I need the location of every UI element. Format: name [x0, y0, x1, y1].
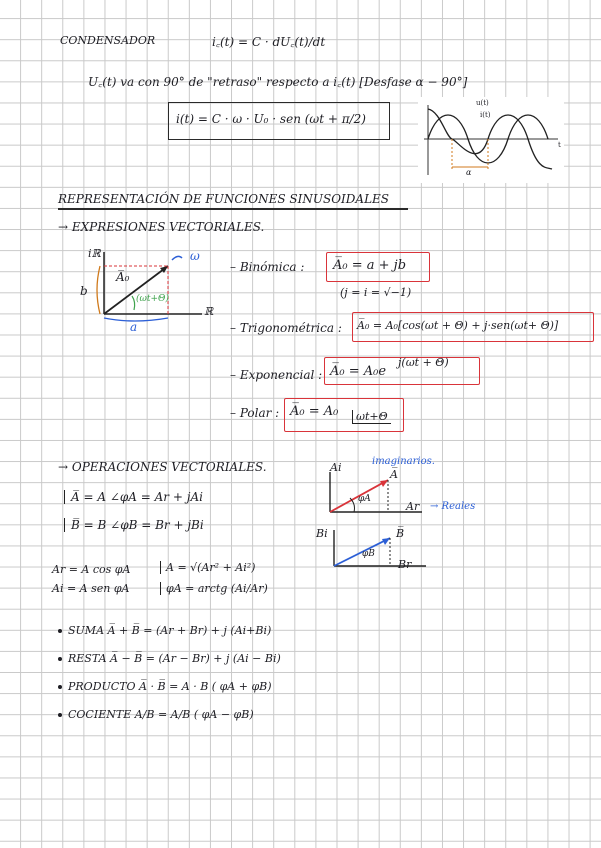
bullet-icon [58, 685, 62, 689]
exp-power: j(ωt + Θ) [398, 356, 449, 369]
diag-ai: Ai [330, 461, 342, 474]
ops-phase: φA = arctg (Ai/Ar) [160, 582, 268, 595]
diag-phi-a: φA [358, 494, 371, 504]
section-underline [58, 208, 408, 210]
condensador-title: CONDENSADOR [60, 34, 156, 47]
binomica-label: – Binómica : [230, 260, 305, 274]
polar-label: – Polar : [230, 406, 280, 420]
exp-label: – Exponencial : [230, 368, 323, 382]
ops-producto: PRODUCTO A̅ · B̅ = A · B ( φA + φB) [58, 680, 272, 693]
phasor-vector-label: A̅₀ [116, 270, 130, 284]
lag-note: U꜀(t) va con 90° de "retraso" respecto a i꜀(t) [Desfase α − 90°] [88, 75, 468, 89]
ops-resta: RESTA A̅ − B̅ = (Ar − Br) + j (Ai − Bi) [58, 652, 281, 665]
diag-phi-b: φB [362, 549, 375, 559]
diag-bi: Bi [316, 527, 328, 540]
ops-a-def: A̅ = A ∠φA = Ar + jAi [64, 490, 203, 504]
bullet-icon [58, 657, 62, 661]
phasor-b: b [80, 284, 88, 298]
ops-title: → OPERACIONES VECTORIALES. [58, 460, 267, 474]
bullet-icon [58, 629, 62, 633]
sine-graph [418, 97, 564, 183]
ops-b-def: B̅ = B ∠φB = Br + jBi [64, 518, 204, 532]
graph-label-t: t [558, 141, 561, 149]
graph-label-i: i(t) [480, 111, 491, 119]
condensador-formula: i꜀(t) = C · dU꜀(t)/dt [212, 35, 326, 49]
ops-ar: Ar = A cos φA [52, 563, 131, 576]
section-subtitle: → EXPRESIONES VECTORIALES. [58, 220, 265, 234]
diag-ar: Ar [406, 500, 420, 513]
exp-formula: A̅₀ = A₀e [330, 364, 387, 379]
graph-label-alpha: α [466, 168, 472, 177]
ops-cociente: COCIENTE A/B = A/B ( φA − φB) [58, 708, 254, 721]
diag-br: Br [398, 558, 412, 571]
phasor-a: a [130, 320, 138, 334]
diag-b-vec: B̅ [396, 527, 405, 540]
diag-reales: → Reales [430, 501, 476, 512]
current-formula: i(t) = C · ω · U₀ · sen (ωt + π/2) [176, 112, 366, 126]
trig-label: – Trigonométrica : [230, 321, 342, 335]
phasor-axis-re: ℝ [204, 305, 214, 318]
trig-formula: A̅₀ = A₀[cos(ωt + Θ) + j·sen(ωt+ Θ)] [357, 319, 559, 332]
vector-b-diagram [330, 528, 430, 578]
phasor-angle: (ωt+Θ) [136, 294, 169, 304]
j-note: (j = i = √−1) [340, 286, 412, 299]
diag-imag: imaginarios. [372, 456, 435, 467]
section-title: REPRESENTACIÓN DE FUNCIONES SINUSOIDALES [58, 192, 390, 206]
ops-mag: A = √(Ar² + Ai²) [160, 561, 255, 574]
ops-suma: SUMA A̅ + B̅ = (Ar + Br) + j (Ai+Bi) [58, 624, 271, 637]
polar-angle: ωt+Θ [352, 410, 391, 424]
bullet-icon [58, 713, 62, 717]
ops-ai: Ai = A sen φA [52, 582, 130, 595]
phasor-omega: ω [190, 249, 200, 263]
sine-graph-svg [418, 97, 564, 183]
binomica-formula: A̅₀ = a + jb [333, 258, 407, 273]
diag-a-vec: A̅ [390, 468, 398, 481]
graph-label-u: u(t) [476, 99, 489, 107]
polar-formula: A̅₀ = A₀ [290, 404, 339, 419]
phasor-axis-im: iℝ [88, 247, 101, 260]
